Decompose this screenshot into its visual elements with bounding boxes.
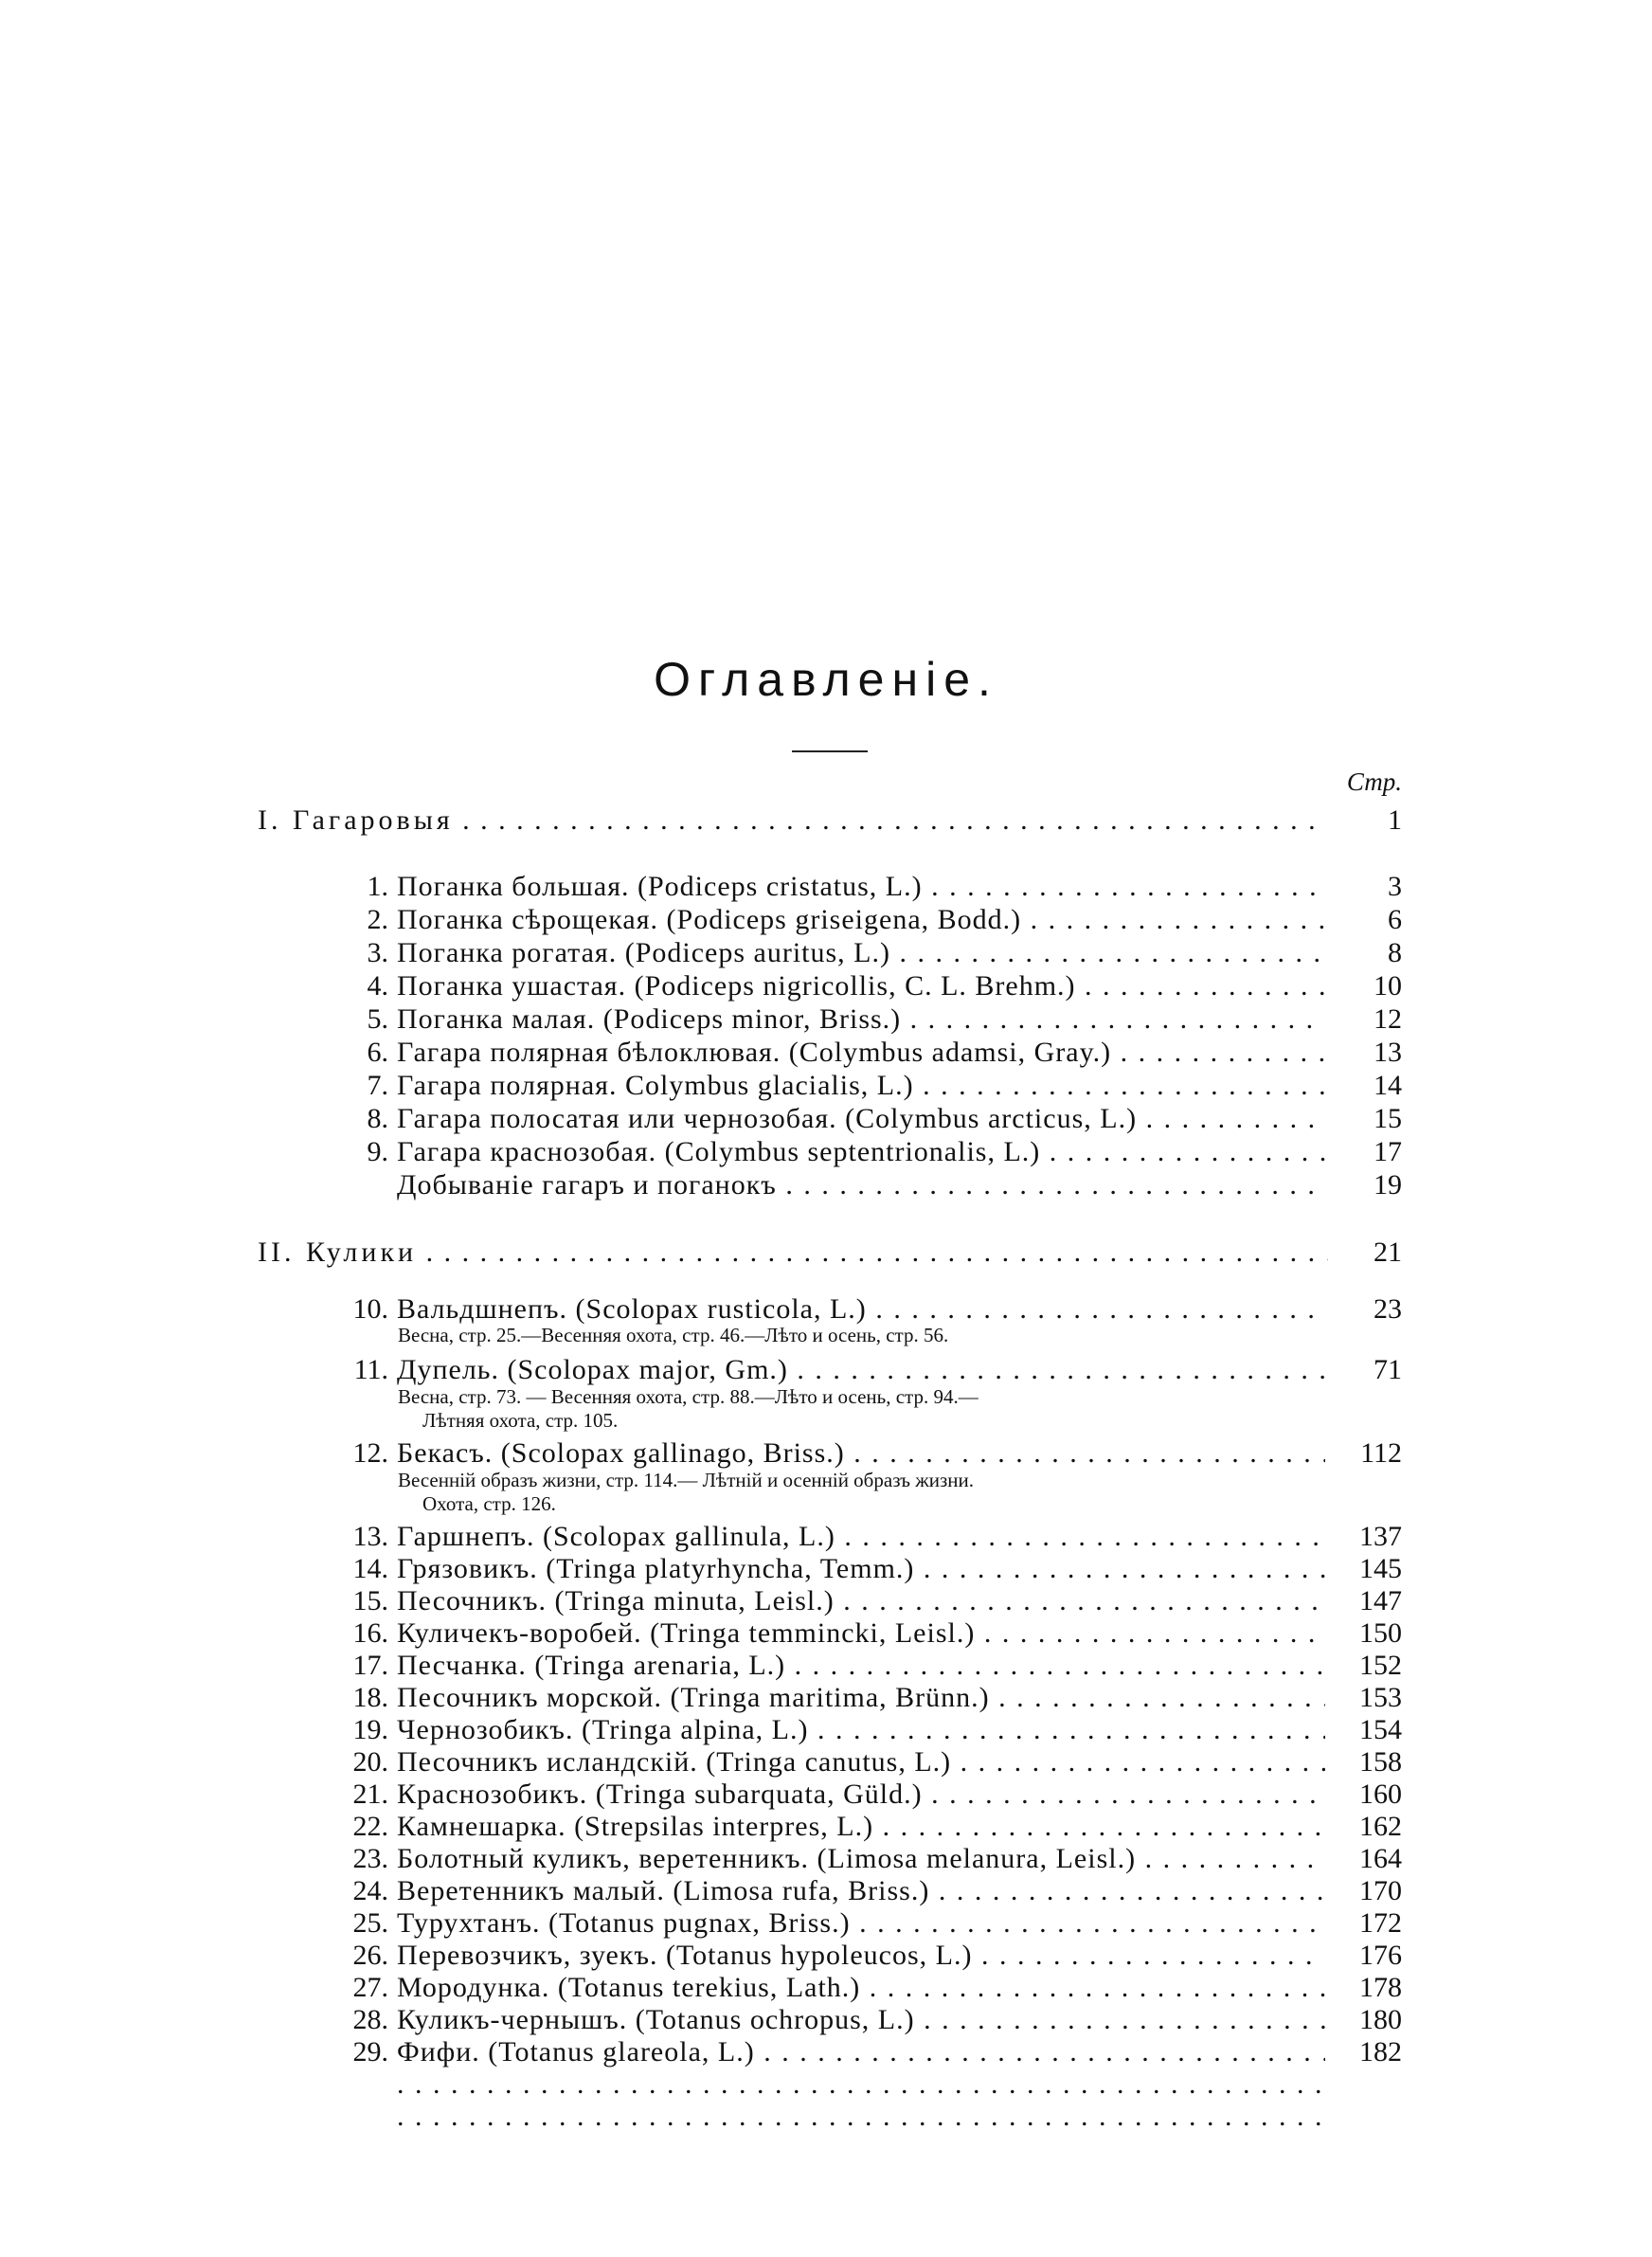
- entry-text: Добываніе гагаръ и поганокъ . . .: [397, 1168, 1325, 1202]
- entry-text: Песочникъ. (Tringa minuta, Leisl.) . . .: [397, 1584, 1325, 1618]
- entry-text: Чернозобикъ. (Tringa alpina, L.) . . .: [397, 1713, 1325, 1747]
- entry-number: 14.: [352, 1553, 388, 1584]
- entry-text: Турухтанъ. (Totanus pugnax, Briss.) . . .: [397, 1906, 1325, 1941]
- entry-number: 29.: [352, 2036, 388, 2067]
- entry-text: Гагара краснозобая. (Colymbus septentrionalis, L.) . . .: [397, 1135, 1325, 1169]
- entry-page: 13: [1374, 1037, 1402, 1068]
- entry-text: [397, 2100, 1325, 2134]
- entry-text: Веретенникъ малый. (Limosa rufa, Briss.) . . .: [397, 1874, 1325, 1908]
- entry-text: Поганка малая. (Podiceps minor, Briss.) . . .: [397, 1002, 1325, 1037]
- entry-page: 10: [1374, 970, 1402, 1002]
- entry-page: 23: [1374, 1293, 1402, 1325]
- entry-number: 25.: [352, 1907, 388, 1939]
- entry-page: 154: [1359, 1714, 1402, 1745]
- entry-text: Краснозобикъ. (Tringa subarquata, Güld.) . . .: [397, 1778, 1325, 1812]
- entry-text: Поганка ушастая. (Podiceps nigricollis, C. L. Brehm.) . . .: [397, 969, 1325, 1003]
- entry-page: 152: [1359, 1650, 1402, 1681]
- entry-subtopics: Весна, стр. 25.—Весенняя охота, стр. 46.—Лѣто и осень, стр. 56.: [398, 1324, 949, 1346]
- entry-text: Поганка рогатая. (Podiceps auritus, L.) . . .: [397, 936, 1325, 970]
- entry-text: Грязовикъ. (Tringa platyrhyncha, Temm.) . . .: [397, 1552, 1325, 1586]
- entry-page: 158: [1359, 1746, 1402, 1778]
- entry-text: Вальдшнепъ. (Scolopax rusticola, L.) . . .: [397, 1292, 1325, 1327]
- entry-number: 12.: [352, 1437, 388, 1469]
- entry-number: 27.: [352, 1972, 388, 2003]
- entry-number: 22.: [352, 1811, 388, 1842]
- entry-page: 164: [1359, 1843, 1402, 1874]
- entry-text: [397, 2067, 1325, 2102]
- entry-text: Поганка сѣрощекая. (Podiceps griseigena, Bodd.) . . .: [397, 903, 1325, 937]
- entry-number: 17.: [352, 1650, 388, 1681]
- entry-subtopics: Охота, стр. 126.: [422, 1492, 556, 1515]
- entry-number: 5.: [367, 1003, 388, 1035]
- entry-page: 19: [1374, 1169, 1402, 1201]
- entry-text: Гаршнепъ. (Scolopax gallinula, L.) . . .: [397, 1520, 1325, 1554]
- section-page: 21: [1374, 1237, 1402, 1268]
- entry-page: 8: [1388, 937, 1402, 968]
- entry-text: Камнешарка. (Strepsilas interpres, L.) . . .: [397, 1810, 1325, 1844]
- entry-number: 9.: [367, 1136, 388, 1167]
- section-title: II. Кулики . . .: [258, 1236, 1328, 1270]
- entry-number: 3.: [367, 937, 388, 968]
- entry-number: 15.: [352, 1585, 388, 1616]
- entry-text: Куликъ-чернышъ. (Totanus ochropus, L.) . . .: [397, 2003, 1325, 2037]
- entry-text: Болотный куликъ, веретенникъ. (Limosa melanura, Leisl.) . . .: [397, 1842, 1325, 1876]
- entry-page: 12: [1374, 1003, 1402, 1035]
- entry-page: 3: [1388, 871, 1402, 902]
- entry-page: 176: [1359, 1940, 1402, 1971]
- entry-text: Песочникъ исландскій. (Tringa canutus, L.) . . .: [397, 1745, 1325, 1779]
- entry-page: 170: [1359, 1875, 1402, 1906]
- entry-page: 137: [1359, 1521, 1402, 1552]
- entry-number: 6.: [367, 1037, 388, 1068]
- entry-page: 150: [1359, 1617, 1402, 1649]
- entry-number: 16.: [352, 1617, 388, 1649]
- entry-text: Дупель. (Scolopax major, Gm.) . . .: [397, 1353, 1325, 1387]
- entry-text: Гагара полярная бѣлоклювая. (Colymbus adamsi, Gray.) . . .: [397, 1036, 1325, 1070]
- title-divider: [792, 750, 868, 752]
- entry-page: 71: [1374, 1354, 1402, 1385]
- entry-number: 20.: [352, 1746, 388, 1778]
- entry-page: 162: [1359, 1811, 1402, 1842]
- entry-text: Бекасъ. (Scolopax gallinago, Briss.) . . .: [397, 1436, 1325, 1471]
- entry-number: 10.: [352, 1293, 388, 1325]
- entry-number: 24.: [352, 1875, 388, 1906]
- entry-text: Гагара полосатая или чернозобая. (Colymbus arcticus, L.) . . .: [397, 1102, 1325, 1136]
- entry-number: 26.: [352, 1940, 388, 1971]
- entry-number: 21.: [352, 1779, 388, 1810]
- section-title: I. Гагаровыя . . .: [258, 803, 1328, 838]
- entry-subtopics: Лѣтняя охота, стр. 105.: [422, 1409, 619, 1432]
- entry-number: 13.: [352, 1521, 388, 1552]
- entry-number: 28.: [352, 2004, 388, 2035]
- entry-text: Мородунка. (Totanus terekius, Lath.) . . .: [397, 1971, 1325, 2005]
- entry-page: 145: [1359, 1553, 1402, 1584]
- entry-number: 7.: [367, 1070, 388, 1101]
- entry-page: 14: [1374, 1070, 1402, 1101]
- page-title: Оглавленіе.: [654, 653, 998, 706]
- entry-subtopics: Весенній образъ жизни, стр. 114.— Лѣтній и осенній образъ жизни.: [398, 1469, 975, 1491]
- entry-page: 178: [1359, 1972, 1402, 2003]
- entry-number: 4.: [367, 970, 388, 1002]
- page-column-label: Стр.: [1346, 767, 1402, 796]
- entry-number: 11.: [353, 1354, 388, 1385]
- entry-page: 15: [1374, 1103, 1402, 1134]
- entry-page: 153: [1359, 1682, 1402, 1713]
- entry-text: Перевозчикъ, зуекъ. (Totanus hypoleucos, L.) . . .: [397, 1939, 1325, 1973]
- entry-number: 8.: [367, 1103, 388, 1134]
- entry-number: 1.: [367, 871, 388, 902]
- entry-page: 182: [1359, 2036, 1402, 2067]
- entry-subtopics: Весна, стр. 73. — Весенняя охота, стр. 88.—Лѣто и осень, стр. 94.—: [398, 1385, 979, 1408]
- entry-page: 180: [1359, 2004, 1402, 2035]
- entry-text: Песочникъ морской. (Tringa maritima, Brünn.) . . .: [397, 1681, 1325, 1715]
- entry-text: Куличекъ-воробей. (Tringa temmincki, Leisl.) . . .: [397, 1616, 1325, 1651]
- section-page: 1: [1388, 804, 1402, 836]
- entry-number: 23.: [352, 1843, 388, 1874]
- entry-number: 2.: [367, 904, 388, 935]
- entry-text: Поганка большая. (Podiceps cristatus, L.) . . .: [397, 870, 1325, 904]
- entry-page: 17: [1374, 1136, 1402, 1167]
- entry-page: 160: [1359, 1779, 1402, 1810]
- entry-page: 172: [1359, 1907, 1402, 1939]
- entry-text: Гагара полярная. Colymbus glacialis, L.) . . .: [397, 1069, 1325, 1103]
- entry-page: 112: [1360, 1437, 1402, 1469]
- entry-number: 18.: [352, 1682, 388, 1713]
- entry-number: 19.: [352, 1714, 388, 1745]
- entry-text: Фифи. (Totanus glareola, L.) . . .: [397, 2035, 1325, 2069]
- entry-page: 147: [1359, 1585, 1402, 1616]
- entry-text: Песчанка. (Tringa arenaria, L.) . . .: [397, 1649, 1325, 1683]
- entry-page: 6: [1388, 904, 1402, 935]
